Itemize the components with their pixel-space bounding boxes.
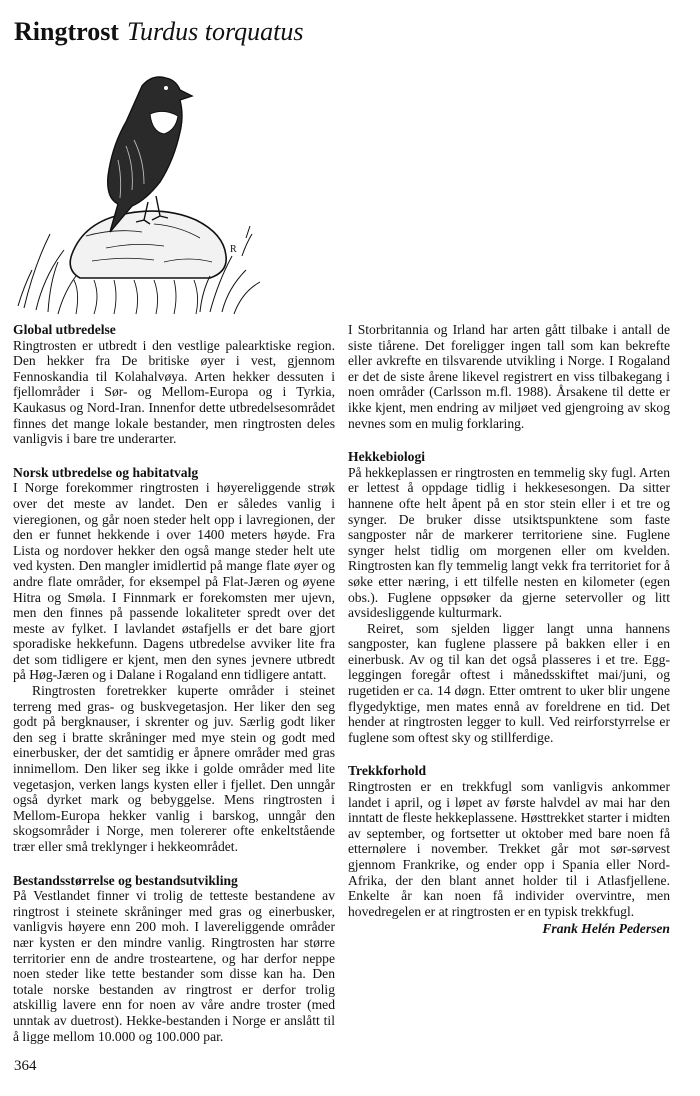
illustrator-signature: R	[230, 244, 237, 255]
section-heading: Trekkforhold	[348, 763, 427, 779]
species-latin-name: Turdus torquatus	[126, 17, 304, 46]
section-population-continued	[348, 322, 670, 431]
paragraph: I Norge forekommer ringtrosten i høyereliggende strøk over det meste av landet. Den er således vanlig i vieregionen, og går noen steder helt opp i lavregionen, der den er funnet hekkende i over 1400 meters høyde. Fra Lista og nordover hekker den også mange steder helt ute ved kysten. Den mangler imidlertid på mange flate øyer og andre flate områder, for eksempel på Flat-Jæren og øyene Hitra og Smøla. I Finnmark er forekomsten mer ujevn, men den finnes på passende lokaliteter spredt over det meste av fylket. I lavlandet østafjells er det bare gjort sporadiske hekkefunn. Dagens utbredelse avviker lite fra det som tidligere er kjent, men den synes jevnere utbredt på Høg-Jæren og i Dalane i Rogaland enn tidligere antatt.	[13, 480, 335, 683]
page-number: 364	[14, 1058, 37, 1074]
page-title	[14, 16, 303, 48]
ring-ouzel-illustration	[14, 56, 264, 318]
paragraph: Ringtrosten er en trekkfugl som vanligvis ankommer landet i april, og i løpet av første halvdel av mai har den inntatt de fleste hekkeplassene. Høsttrekket starter i midten av september, og fortsetter ut oktober med bare noen få etternølere i november. Trekket går mot sør-sørvest gjennom Frankrike, og ender opp i Spania eller Nord-Afrika, der den blant annet holder til i Atlasfjellene. Enkelte år kan noen få individer overvintre, men hovedregelen er at ringtrosten er en typisk trekkfugl.	[348, 779, 670, 919]
section-global-distribution	[13, 322, 335, 447]
section-heading: Bestandsstørrelse og bestandsutvikling	[13, 872, 238, 888]
section-heading: Norsk utbredelse og habitatvalg	[13, 464, 199, 480]
section-heading: Global utbredelse	[13, 322, 116, 337]
section-migration	[348, 763, 670, 937]
paragraph: På Vestlandet finner vi trolig de tetteste bestandene av ringtrost i steinete skråninger med gras og einerbusker, vanligvis høyere enn 200 moh. I lavereliggende områder nær kysten er den mindre vanlig. Ringtrosten har større territorier enn de andre trosteartene, og har derfor neppe noen steder like tette bestander som disse kan ha. Den totale norske bestanden av ringtrost er derfor trolig atskillig lavere enn for noen av våre andre troster (med unntak av duetrost). Hekke-bestanden i Norge er anslått til å ligge mellom 10.000 og 100.000 par.	[13, 888, 335, 1044]
species-common-name: Ringtrost	[14, 17, 119, 46]
paragraph: Ringtrosten er utbredt i den vestlige palearktiske region. Den hekker fra De britiske øyer i vest, gjennom Fennoskandia til Kolahalvøya. Arten hekker dessuten i fjellområder i Sør- og Mellom-Europa og i Tyrkia, Kaukasus og Nord-Iran. Innenfor dette utbredelsesområdet finnes det mange lokale bestander, men ringtrosten deles vanligvis i bare tre underarter.	[13, 337, 335, 447]
paragraph: Ringtrosten foretrekker kuperte områder i steinet terreng med gras- og buskvegetasjon. Her liker den seg godt på bergknauser, i skrenter og juv. Særlig godt liker den seg i bratte skråninger med mye stein og godt med einerbusker, der det samtidig er åpnere områder med gras innimellom. Den liker seg ikke i golde områder med lite vegetasjon, verken langs kysten eller i fjellet. Den unngår også dyrket mark og bebyggelse. Mens ringtrosten i Mellom-Europa hekker vanlig i barskog, unngår den skogsområder i Norge, men tolererer ofte enkeltstående trær eller små treklynger i hekkeområdet.	[13, 683, 335, 854]
section-heading: Hekkebiologi	[348, 449, 426, 465]
section-norwegian-distribution	[13, 465, 335, 855]
right-column	[348, 322, 670, 955]
paragraph: Reiret, som sjelden ligger langt unna hannens sangposter, kan fuglene plassere på bakken eller i en einerbusk. Av og til kan det også plasseres i et tre. Egg-leggingen foregår oftest i månedsskiftet mai/juni, og rugetiden er ca. 14 døgn. Etter omtrent to uker blir ungene flygedyktige, men mates ennå av foreldrene en tid. Det hender at ringtrosten legger to kull. Ved reirforstyrrelse er fuglene som oftest sky og stillferdige.	[348, 620, 670, 745]
section-breeding-biology	[348, 449, 670, 745]
paragraph: I Storbritannia og Irland har arten gått tilbake i antall de siste tiårene. Det foreligger ingen tall som kan bekrefte eller avkrefte en tilsvarende utvikling i Norge. I Rogaland er det de siste årene likevel registrert en viss tilbakegang i noen områder (Carlsson m.fl. 1988). Årsakene til dette er ikke kjent, men endring av miljøet ved gjengroing av skog nevnes som en mulig forklaring.	[348, 322, 670, 431]
section-population	[13, 873, 335, 1045]
left-column	[13, 322, 335, 1062]
paragraph: På hekkeplassen er ringtrosten en temmelig sky fugl. Arten er lettest å oppdage tidlig i hekkesesongen. Da sitter hannene ofte helt åpent på en stor stein eller i et tre og synger. De bruker disse utsiktspunktene som faste sangposter når de markerer territoriene sine. Fuglene synger helst tidlig om morgenen eller om kvelden. Ringtrosten kan fly temmelig langt vekk fra territoriet for å søke etter næring, i ett tilfelle nesten en kilometer (egen obs.). Fuglene oppsøker da gjerne setervoller og litt avsidesliggende kulturmark.	[348, 464, 670, 621]
author-name: Frank Helén Pedersen	[542, 921, 670, 937]
